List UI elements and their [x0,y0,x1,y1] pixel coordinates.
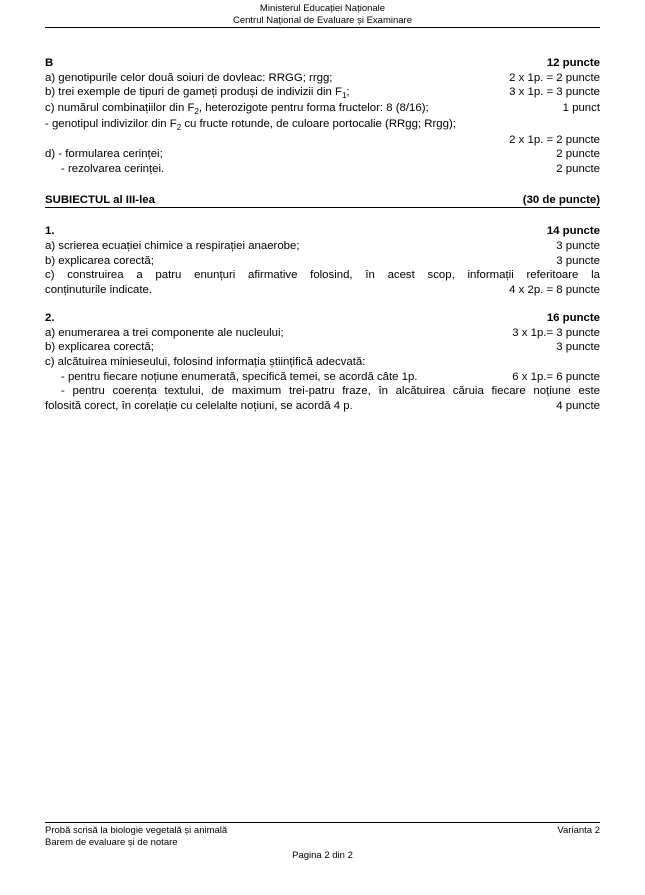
subject-b-item-d-second-text: - rezolvarea cerinței. [61,162,165,175]
subject-b-item-b-text [45,85,350,101]
item-1-a-text: a) scrierea ecuației chimice a respirației anaerobe; [45,240,300,253]
subject-b-item-b-points: 3 x 1p. = 3 puncte [509,86,600,99]
item-2-c-bullet-2-line2-text: folosită corect, în corelație cu celelalte noțiuni, se acordă 4 p. [45,400,353,413]
subject-b-label: B [45,57,54,69]
subject-b-item-b-subscript: 1 [341,91,347,101]
subject-b-item-genotype-points: 2 x 1p. = 2 puncte [509,133,600,146]
item-2-c-bullet-1-text: - pentru fiecare noțiune enumerată, specifică temei, se acordă câte 1p. [61,370,418,383]
item-2-a [45,326,600,341]
item-2-a-text: a) enumerarea a trei componente ale nucleului; [45,326,284,339]
document-body [45,56,600,414]
item-2-heading [45,311,600,326]
subject-b-heading [45,56,600,71]
subject-b-points: 12 puncte [546,57,600,69]
item-1-c-points: 4 x 2p. = 8 puncte [509,284,600,297]
item-2-c-bullet-1-points: 6 x 1p.= 6 puncte [512,370,600,383]
item-2-c-intro: c) alcătuirea minieseului, folosind informația științifică adecvată: [45,355,366,368]
subject-b-item-a [45,71,600,86]
footer-top-row [45,825,600,837]
section-heading-title: SUBIECTUL al III-lea [45,193,155,206]
subject-b-item-c-text-after: , heterozigote pentru forma fructelor: 8 (8/16); [198,102,429,115]
item-1-a-points: 3 puncte [556,240,600,253]
section-heading-points: (30 de puncte) [522,193,600,206]
subject-b-item-genotype-subscript: 2 [176,122,182,132]
section-heading-subject-3 [45,193,600,209]
subject-b-item-c-text-before: c) numărul combinațiilor din F [45,102,195,115]
subject-b-item-genotype-text-after: cu fructe rotunde, de culoare portocalie (RRgg; Rrgg); [181,117,456,130]
item-2-c-bullet-2-line2 [45,399,600,414]
item-1-c-line2-text: conținuturile indicate. [45,284,153,297]
header-center-line: Centrul Național de Evaluare și Examinare [232,14,412,26]
item-1-heading [45,224,600,239]
footer-variant: Varianta 2 [557,825,600,836]
item-1-c-line2 [45,283,600,298]
subject-b-item-c [45,101,600,117]
header-divider [45,27,600,28]
subject-b-item-d [45,147,600,162]
item-2-c-bullet-1 [45,370,600,385]
item-1-b-points: 3 puncte [556,254,600,267]
item-1-c-line1: c) construirea a patru enunțuri afirmative folosind, în acest scop, informații referitoare la [45,269,600,282]
header-ministry-line: Ministerul Educației Naționale [259,3,386,14]
subject-b-item-b-text-before: b) trei exemple de tipuri de gameți produși de indivizii din F [45,86,342,99]
item-2-c-bullet-2-line1: - pentru coerența textului, de maximum trei-patru fraze, în alcătuirea căruia fiecare noțiune este [61,385,600,398]
subject-b-item-c-points: 1 punct [562,102,600,115]
item-2-a-points: 3 x 1p.= 3 puncte [512,326,600,339]
item-2-b [45,340,600,355]
subject-b-item-genotype-text-before: - genotipul indivizilor din F [45,117,177,130]
subject-b-item-a-text: a) genotipurile celor două soiuri de dovleac: RRGG; rrgg; [45,71,333,84]
item-2-b-points: 3 puncte [556,341,600,354]
item-1-points: 14 puncte [546,225,600,238]
subject-b-item-c-subscript: 2 [194,107,199,117]
item-2-c-bullet-2-points: 4 puncte [556,400,600,413]
footer-exam-title: Probă scrisă la biologie vegetală și animală [45,825,228,836]
subject-b-item-d-second-points: 2 puncte [556,162,600,175]
subject-b-item-genotype [45,117,600,133]
document-footer [45,825,600,863]
document-header [45,3,600,26]
subject-b-item-b [45,85,600,101]
item-1-b [45,254,600,269]
subject-b-item-d-second [45,162,600,177]
item-2-points: 16 puncte [546,311,600,324]
subject-b-item-a-points: 2 x 1p. = 2 puncte [509,71,600,84]
item-1-a [45,239,600,254]
subject-b-item-c-text [45,101,429,117]
footer-subtitle: Barem de evaluare și de notare [45,837,178,849]
subject-b-item-d-points: 2 puncte [556,148,600,161]
item-1-b-text: b) explicarea corectă; [45,254,154,267]
subject-b-item-b-text-after: ; [346,86,350,99]
item-2-b-text: b) explicarea corectă; [45,341,154,354]
subject-b-item-d-text: d) - formularea cerinței; [45,148,163,161]
footer-page-number: Pagina 2 din 2 [292,850,353,862]
item-2-number: 2. [45,311,55,324]
footer-divider [45,822,600,823]
item-1-number: 1. [45,225,55,238]
